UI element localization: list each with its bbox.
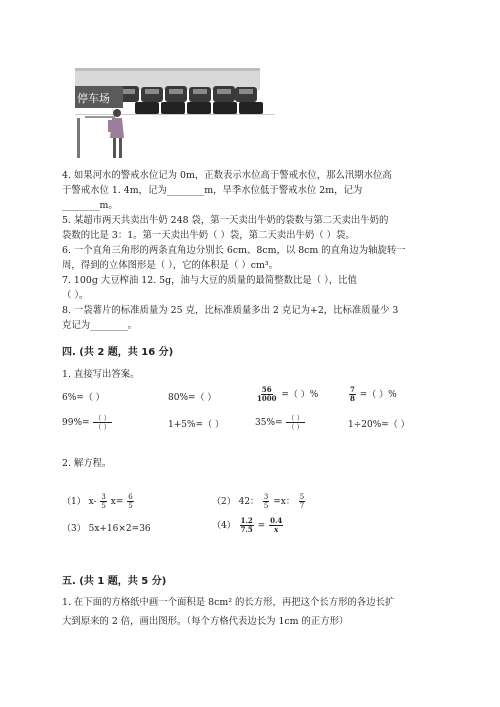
fraction-numerator: 3: [263, 493, 269, 501]
calc-35-percent: [255, 414, 306, 431]
fraction-denominator: 7: [299, 502, 305, 510]
q7-line1: 7. 100g 大豆榨油 12. 5g，油与大豆的质量的最简整数比是（ ），比值: [62, 275, 357, 286]
fraction-5-7: [299, 493, 305, 510]
q7-line2: （ ）。: [62, 290, 89, 301]
calc-text: 1+5%=（ ）: [168, 420, 224, 430]
fraction-numerator: 6: [128, 493, 133, 501]
fraction-denominator: x: [274, 525, 279, 534]
fraction-numerator: 56: [261, 385, 272, 394]
fraction-numerator: 1.2: [240, 516, 253, 525]
calc-99-percent: [62, 414, 113, 431]
fraction-numerator: 3: [101, 493, 106, 501]
calc-text: =（ ）%: [281, 390, 319, 400]
fraction-denominator: 1000: [257, 394, 277, 403]
q6-line1: 6. 一个直角三角形的两条直角边分别长 6cm、8cm，以 8cm 的直角边为轴旋转一: [62, 245, 406, 256]
fraction-denominator: （ ）: [94, 423, 111, 431]
q5-line1: 5. 某超市两天共卖出牛奶 248 袋，第一天卖出牛奶的袋数与第二天卖出牛奶的: [62, 215, 389, 226]
q8-line2: 克记为________。: [62, 320, 138, 331]
q4-line3: ________m。: [62, 200, 118, 211]
calc-56-over-1000: [255, 386, 318, 403]
calc-text: 1÷20%=（ ）: [348, 420, 410, 430]
q8-line1: 8. 一袋薯片的标准质量为 25 克，比标准质量多出 2 克记为+2，比标准质量少 3: [62, 305, 399, 316]
fraction-blank: [286, 414, 304, 431]
fraction-numerator: 0.4: [270, 516, 283, 525]
section5-q1-line2: 大到原来的 2 倍，画出图形。（每个方格代表边长为 1cm 的正方形）: [62, 616, 349, 627]
fraction-3-5: [263, 493, 269, 510]
q4-line1: 4. 如果河水的警戒水位记为 0m，正数表示水位高于警戒水位，那么汛期水位高: [62, 170, 392, 181]
parking-lot-photo: [75, 58, 275, 173]
eq-text: =: [257, 521, 266, 531]
calc-1-div-20-percent: [348, 417, 410, 430]
fraction-denominator: 8: [350, 394, 355, 403]
fraction-6-5: [127, 493, 133, 510]
eq-text: （2） 42：: [212, 497, 260, 507]
fraction-denominator: （ ）: [287, 423, 304, 431]
eq-text: =x：: [273, 497, 295, 507]
parking-lot-illustration: [75, 58, 275, 173]
calc-text: =（ ）%: [359, 390, 397, 400]
equation-4: [212, 517, 284, 534]
section4-title: 四. (共 2 题，共 16 分): [62, 347, 174, 358]
fraction-numerator: （ ）: [287, 414, 304, 422]
eq-text: x=: [110, 497, 124, 507]
equation-2: [212, 493, 306, 510]
q6-line2: 周，得到的立体图形是（ ），它的体积是（ ）cm³。: [62, 260, 279, 271]
q4-line2: 于警戒水位 1. 4m，记为________m，旱季水位低于警戒水位 2m，记为: [62, 185, 363, 196]
fraction-denominator: 5: [101, 502, 106, 510]
q5-line2: 袋数的比是 3：1。第一天卖出牛奶（ ）袋，第二天卖出牛奶（ ）袋。: [62, 230, 355, 241]
section4-q2-label: 2. 解方程。: [62, 458, 112, 469]
parking-sign-text: 停车场: [77, 92, 110, 105]
fraction-numerator: （ ）: [94, 414, 111, 422]
equation-3: [62, 521, 151, 534]
fraction-0-4-over-x: [269, 517, 283, 534]
calc-1-plus-5-percent: [168, 417, 224, 430]
fraction-denominator: 7.5: [240, 525, 253, 534]
calc-text: 99%=: [62, 418, 90, 428]
section4-q1-label: 1. 直接写出答案。: [62, 369, 140, 380]
eq-text: （4）: [212, 521, 236, 531]
fraction-1-2-over-7-5: [240, 517, 254, 534]
calc-80-percent: [168, 390, 216, 403]
fraction-numerator: 5: [299, 493, 305, 501]
eq-text: （3） 5x+16×2=36: [62, 524, 151, 534]
fraction-3-5: [100, 493, 106, 510]
fraction-numerator: 7: [350, 385, 355, 394]
fraction-56-1000: [256, 386, 277, 403]
calc-text: 35%=: [255, 418, 283, 428]
section5-q1-line1: 1. 在下面的方格纸中画一个面积是 8cm² 的长方形，再把这个长方形的各边长扩: [62, 597, 395, 608]
calc-text: 6%=（ ）: [62, 393, 105, 403]
fraction-denominator: 5: [128, 502, 133, 510]
calc-7-over-8: [348, 386, 397, 403]
fraction-denominator: 5: [263, 502, 269, 510]
eq-text: （1） x-: [62, 497, 97, 507]
equation-1: [62, 493, 135, 510]
fraction-blank: [93, 414, 111, 431]
calc-6-percent: [62, 390, 105, 403]
fraction-7-8: [349, 386, 356, 403]
calc-text: 80%=（ ）: [168, 393, 217, 403]
section5-title: 五. (共 1 题，共 5 分): [62, 576, 167, 587]
